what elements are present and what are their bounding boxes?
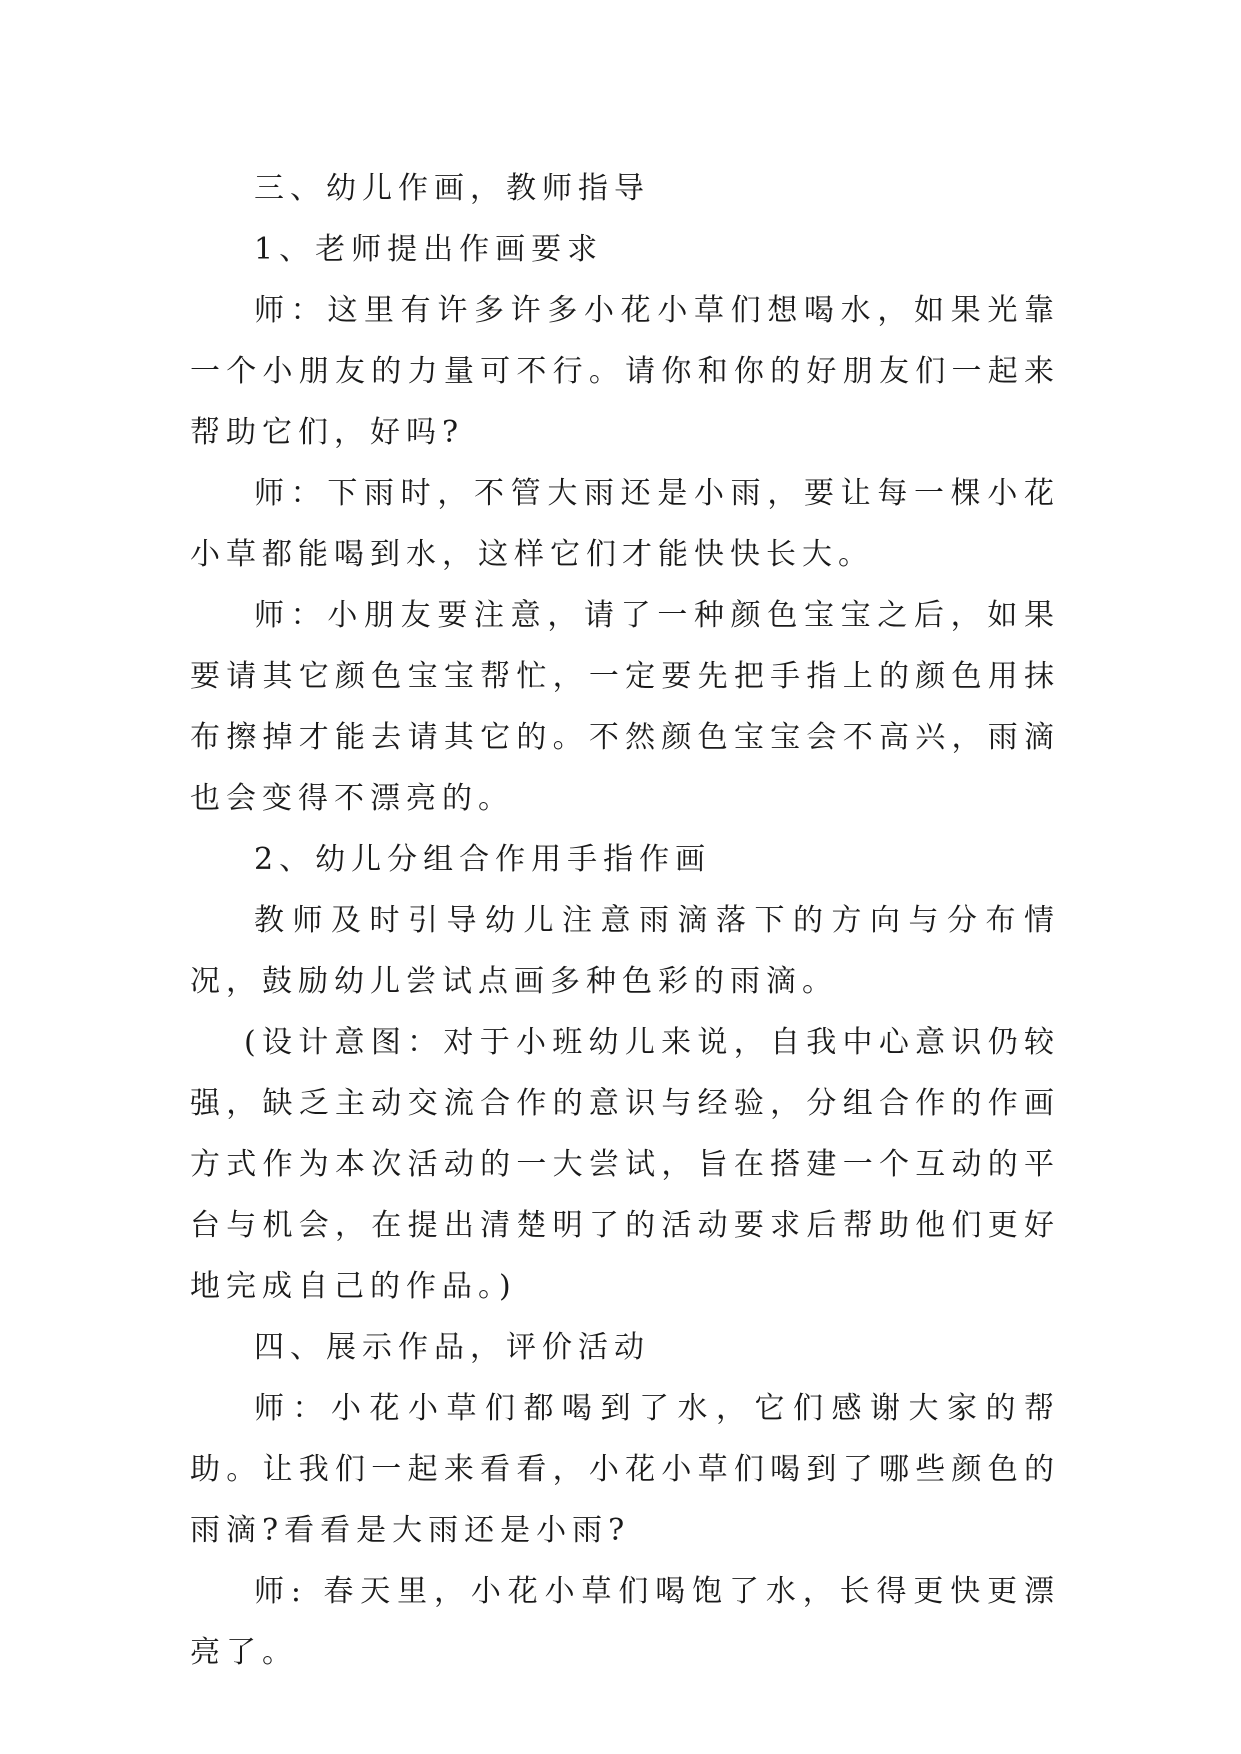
document-body (190, 158, 1060, 1683)
section-heading-3: 三、幼儿作画，教师指导 (254, 171, 650, 206)
section-heading-4: 四、展示作品，评价活动 (254, 1330, 650, 1365)
paragraph-teacher-2: 师：下雨时，不管大雨还是小雨，要让每一棵小花小草都能喝到水，这样它们才能快快长大。 (190, 476, 1060, 572)
subheading-2: 2、幼儿分组合作用手指作画 (254, 842, 712, 877)
paragraph-teacher-3: 师：小朋友要注意，请了一种颜色宝宝之后，如果要请其它颜色宝宝帮忙，一定要先把手指上的颜色用抹布擦掉才能去请其它的。不然颜色宝宝会不高兴，雨滴也会变得不漂亮的。 (190, 598, 1060, 816)
paragraph-teacher-1: 师：这里有许多许多小花小草们想喝水，如果光靠一个小朋友的力量可不行。请你和你的好朋友们一起来帮助它们，好吗? (190, 293, 1060, 450)
paragraph-teacher-5: 师: 春天里，小花小草们喝饱了水，长得更快更漂亮了。 (190, 1574, 1060, 1670)
paragraph-guidance: 教师及时引导幼儿注意雨滴落下的方向与分布情况，鼓励幼儿尝试点画多种色彩的雨滴。 (190, 903, 1060, 999)
paragraph-design-intent: (设计意图：对于小班幼儿来说，自我中心意识仍较强，缺乏主动交流合作的意识与经验，分组合作的作画方式作为本次活动的一大尝试，旨在搭建一个互动的平台与机会，在提出清楚明了的活动要求后帮助他们更好地完成自己的作品。) (190, 1025, 1060, 1304)
paragraph-teacher-4: 师：小花小草们都喝到了水，它们感谢大家的帮助。让我们一起来看看，小花小草们喝到了哪些颜色的雨滴?看看是大雨还是小雨? (190, 1391, 1060, 1548)
subheading-1: 1、老师提出作画要求 (254, 232, 604, 267)
